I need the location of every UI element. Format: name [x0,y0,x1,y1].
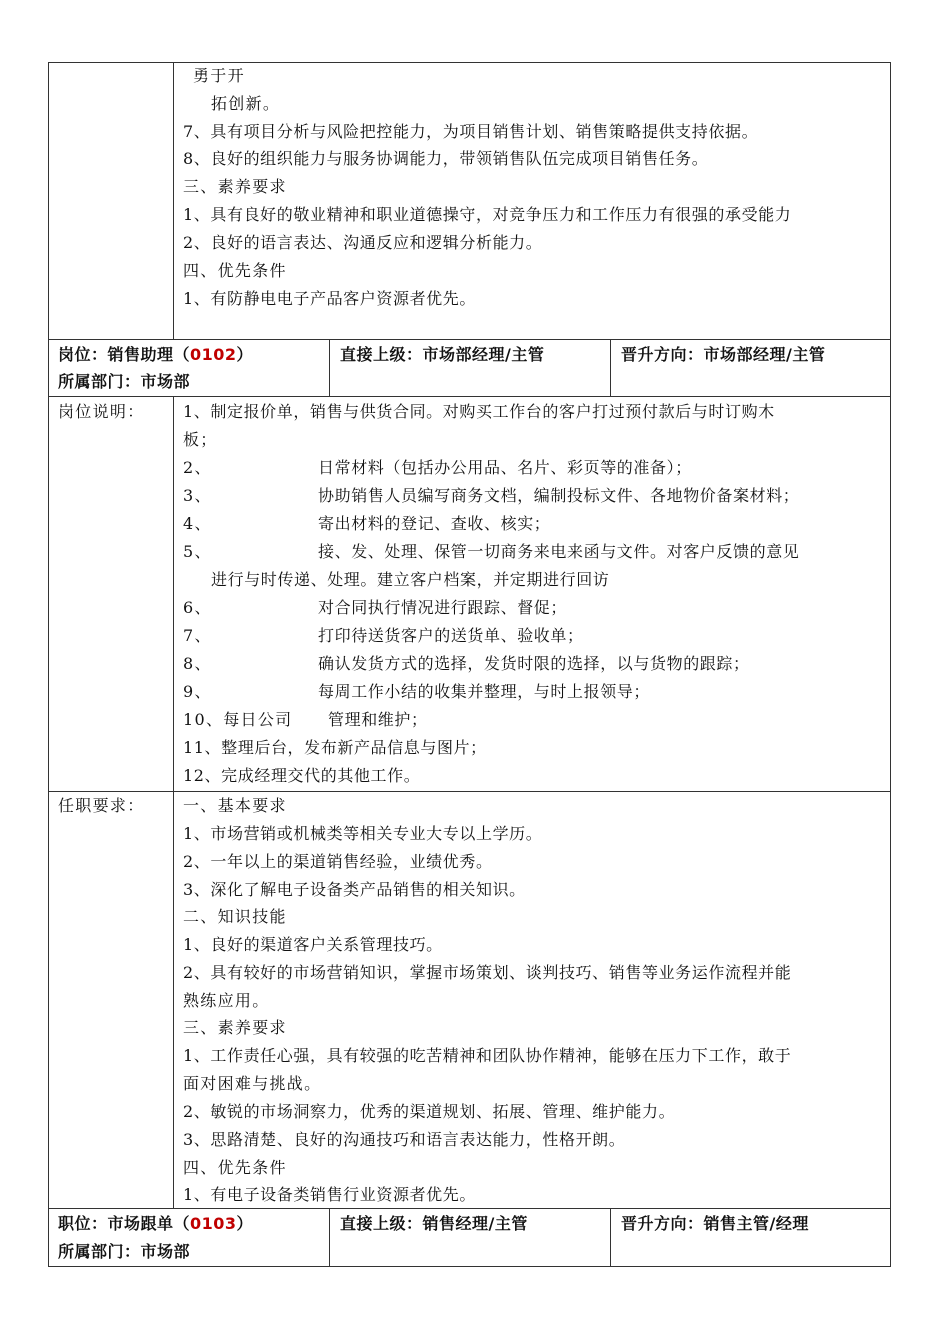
row-divider-1 [48,339,891,340]
duty-line: 1、制定报价单，销售与供货合同。对购买工作台的客户打过预付款后与时订购木 [183,402,775,421]
duty-number: 4、 [183,514,212,533]
row-label-description: 岗位说明： [58,402,145,421]
requirement-line: 7、具有项目分析与风险把控能力，为项目销售计划、销售策略提供支持依据。 [183,122,759,141]
section-heading: 三、素养要求 [183,177,287,196]
promotion-path: 晋升方向：市场部经理/主管 [621,345,826,364]
department: 所属部门：市场部 [58,1242,191,1261]
duty-line: 12、完成经理交代的其他工作。 [183,766,421,785]
requirement-line: 1、有电子设备类销售行业资源者优先。 [183,1185,476,1204]
requirement-line: 1、良好的渠道客户关系管理技巧。 [183,935,443,954]
section-heading: 四、优先条件 [183,1158,287,1177]
requirement-line: 2、敏锐的市场洞察力，优秀的渠道规划、拓展、管理、维护能力。 [183,1102,676,1121]
post-title [58,345,253,365]
post-code: 0103 [190,1214,237,1233]
header-divider-b [610,339,611,396]
duty-text: 进行与时传递、处理。建立客户档案，并定期进行回访 [211,570,610,589]
requirement-line: 2、良好的语言表达、沟通反应和逻辑分析能力。 [183,233,543,252]
direct-supervisor: 直接上级：销售经理/主管 [340,1214,528,1233]
table-border-top [48,62,891,63]
label-column-divider [173,62,174,339]
requirement-line: 1、市场营销或机械类等相关专业大专以上学历。 [183,824,543,843]
duty-text: 接、发、处理、保管一切商务来电来函与文件。对客户反馈的意见 [318,542,800,561]
promotion-path: 晋升方向：销售主管/经理 [621,1214,809,1233]
duty-line: 11、整理后台，发布新产品信息与图片； [183,738,487,757]
post-close: ） [236,1214,254,1233]
requirement-line: 2、具有较好的市场营销知识，掌握市场策划、谈判技巧、销售等业务运作流程并能 [183,963,792,982]
duty-text: 日常材料（包括办公用品、名片、彩页等的准备）； [318,458,692,477]
row-label-requirements: 任职要求： [58,796,145,815]
section-heading: 一、基本要求 [183,796,287,815]
post-label: 职位：市场跟单（ [58,1214,191,1233]
requirement-line: 3、深化了解电子设备类产品销售的相关知识。 [183,880,526,899]
requirement-line: 8、良好的组织能力与服务协调能力，带领销售队伍完成项目销售任务。 [183,149,709,168]
requirement-line: 1、工作责任心强，具有较强的吃苦精神和团队协作精神，能够在压力下工作，敢于 [183,1046,792,1065]
table-border-left [48,62,49,1267]
requirement-line: 面对困难与挑战。 [183,1074,322,1093]
post-code: 0102 [190,345,237,364]
requirement-line: 熟练应用。 [183,991,270,1010]
row-divider-3 [48,791,891,792]
section-heading: 二、知识技能 [183,907,287,926]
header-divider-a [329,1208,330,1266]
duty-number: 2、 [183,458,212,477]
requirement-line: 2、一年以上的渠道销售经验，业绩优秀。 [183,852,493,871]
duty-number: 5、 [183,542,212,561]
requirement-line: 拓创新。 [211,94,281,113]
requirement-line: 勇于开 [193,66,245,85]
duty-number: 8、 [183,654,212,673]
duty-number: 3、 [183,486,212,505]
post-label: 岗位：销售助理（ [58,345,191,364]
direct-supervisor: 直接上级：市场部经理/主管 [340,345,545,364]
label-column-divider [173,396,174,1208]
section-heading: 三、素养要求 [183,1018,287,1037]
requirement-line: 1、有防静电电子产品客户资源者优先。 [183,289,476,308]
table-border-bottom [48,1266,891,1267]
requirement-line: 1、具有良好的敬业精神和职业道德操守，对竞争压力和工作压力有很强的承受能力 [183,205,792,224]
section-heading: 四、优先条件 [183,261,287,280]
requirement-line: 3、思路清楚、良好的沟通技巧和语言表达能力，性格开朗。 [183,1130,626,1149]
table-border-right [890,62,891,1267]
header-divider-a [329,339,330,396]
duty-line: 管理和维护； [328,710,428,729]
duty-number: 7、 [183,626,212,645]
duty-number: 6、 [183,598,212,617]
duty-text: 确认发货方式的选择，发货时限的选择，以与货物的跟踪； [318,654,750,673]
duty-line: 10、每日公司 [183,710,293,729]
duty-text: 寄出材料的登记、查收、核实； [318,514,551,533]
duty-text: 协助销售人员编写商务文档，编制投标文件、各地物价备案材料； [318,486,800,505]
post-close: ） [236,345,254,364]
row-divider-2 [48,396,891,397]
header-divider-b [610,1208,611,1266]
duty-text: 每周工作小结的收集并整理，与时上报领导； [318,682,651,701]
duty-text: 打印待送货客户的送货单、验收单； [318,626,584,645]
department: 所属部门：市场部 [58,372,191,391]
duty-text: 对合同执行情况进行跟踪、督促； [318,598,568,617]
row-divider-4 [48,1208,891,1209]
duty-line: 板； [183,430,218,449]
post-title [58,1214,253,1234]
duty-number: 9、 [183,682,212,701]
